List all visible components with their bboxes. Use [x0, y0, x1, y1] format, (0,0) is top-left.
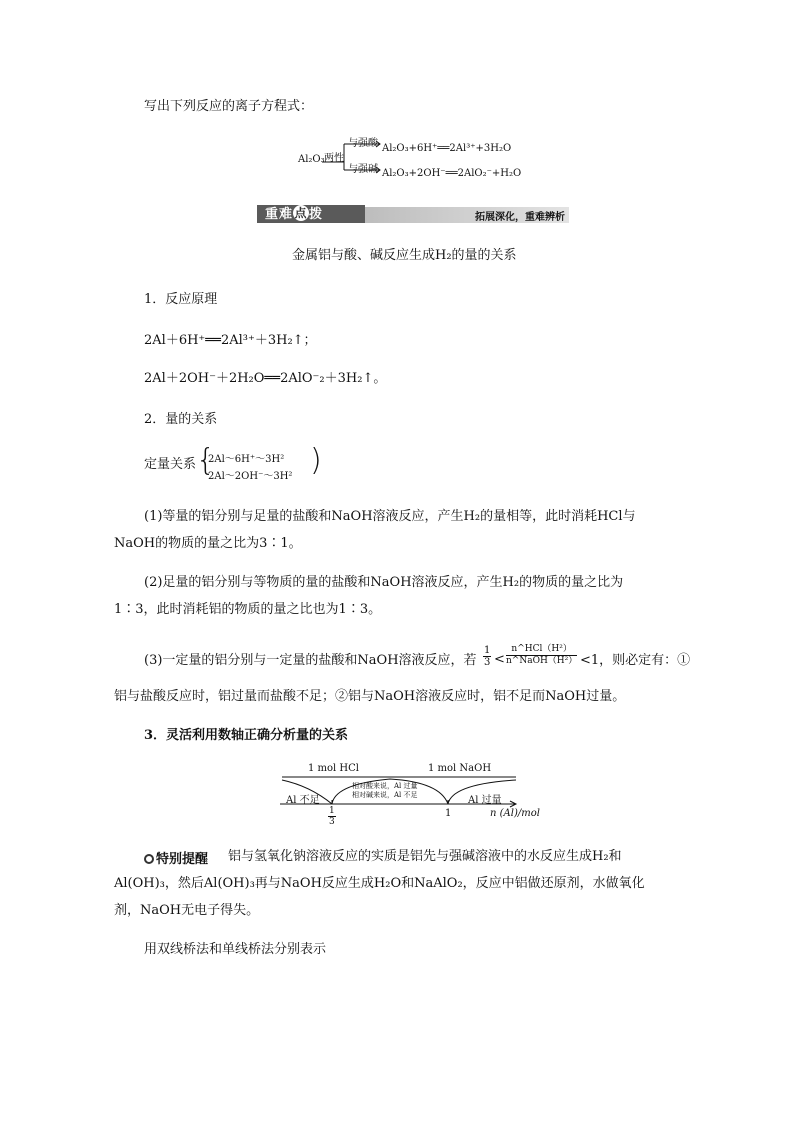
p1-line-b: NaOH的物质的量之比为3∶1。 — [114, 536, 302, 551]
p3-fraction — [483, 645, 491, 668]
tick-a-num: 1 — [329, 806, 335, 816]
region-mid-2: 相对碱来说，Al 不足 — [352, 791, 418, 799]
p3-line-b: 铝与盐酸反应时，铝过量而盐酸不足；②铝与NaOH溶液反应时，铝不足而NaOH过量。 — [114, 689, 626, 704]
tip-label-wrap — [144, 848, 208, 867]
p1-line-a: (1)等量的铝分别与足量的盐酸和NaOH溶液反应，产生H₂的量相等，此时消耗HCl与 — [144, 509, 636, 524]
quant-line2: 2Al～2OH⁻～3H² — [208, 471, 293, 482]
banner-title-b: 拨 — [309, 207, 324, 222]
p3-ratio-den: n^NaOH（H²） — [506, 656, 578, 666]
banner-hint: 拓展深化，重难辨析 — [475, 212, 565, 223]
section-heading: 金属铝与酸、碱反应生成H₂的量的关系 — [292, 248, 517, 263]
p3-frac-den: 3 — [484, 657, 491, 668]
p3-ratio — [506, 644, 577, 667]
base-equation: Al₂O₃+2OH⁻══2AlO₂⁻+H₂O — [382, 168, 522, 179]
s1-eq1: 2Al＋6H⁺══2Al³⁺＋3H₂↑； — [144, 333, 317, 348]
intro-text: 写出下列反应的离子方程式： — [144, 99, 314, 114]
key-points-banner — [257, 205, 569, 223]
quant-line1: 2Al～6H⁺～3H² — [208, 454, 285, 465]
tip-line2: Al(OH)₃，然后Al(OH)₃再与NaOH反应生成H₂O和NaAlO₂，反应中铝做还原剂，水做氧化 — [114, 876, 645, 891]
s1-title: 1．反应原理 — [144, 292, 218, 307]
acid-label: 与强酸 — [348, 138, 378, 149]
number-axis-diagram — [280, 760, 542, 830]
s3-title: 3．灵活利用数轴正确分析量的关系 — [144, 728, 349, 743]
banner-title-dot: 点 — [294, 206, 308, 220]
tick-one: 1 — [445, 808, 452, 819]
banner-title — [257, 205, 365, 223]
tip-icon — [144, 854, 154, 864]
p3-pre: (3)一定量的铝分别与一定量的盐酸和NaOH溶液反应，若 — [144, 653, 477, 668]
acid-equation: Al₂O₃+6H⁺══2Al³⁺+3H₂O — [382, 143, 512, 154]
s1-eq2: 2Al＋2OH⁻＋2H₂O══2AlO⁻₂＋3H₂↑。 — [144, 371, 387, 386]
p2-line-a: (2)足量的铝分别与等物质的量的盐酸和NaOH溶液反应，产生H₂的物质的量之比为 — [144, 575, 624, 590]
region-mid-1: 相对酸来说，Al 过量 — [352, 782, 418, 790]
amphoteric-diagram — [296, 130, 536, 182]
label-1mol-naoh: 1 mol NaOH — [428, 763, 492, 774]
al2o3-label: Al₂O₃ — [298, 154, 325, 165]
axis-label: n (Al)/mol — [490, 808, 540, 819]
region-al-excess: Al 过量 — [468, 795, 502, 806]
amphoteric-label: 两性 — [324, 153, 344, 164]
left-brace: { — [196, 443, 216, 478]
region-mid — [352, 782, 418, 800]
label-1mol-hcl: 1 mol HCl — [308, 763, 359, 774]
right-paren: ) — [310, 443, 322, 478]
p3-post: <1，则必定有：① — [580, 653, 691, 668]
p3-ratio-num: n^HCl（H²） — [506, 644, 577, 656]
tip-line3: 剂，NaOH无电子得失。 — [114, 903, 260, 918]
base-label: 与强碱 — [348, 164, 378, 175]
p3-frac-num: 1 — [484, 645, 491, 656]
quant-label: 定量关系 — [144, 457, 197, 472]
region-al-insufficient: Al 不足 — [286, 795, 320, 806]
tip-line1: 铝与氢氧化钠溶液反应的实质是铝先与强碱溶液中的水反应生成H₂和 — [228, 849, 622, 864]
tick-one-third — [328, 806, 336, 827]
p3-lt: < — [494, 652, 505, 667]
tip-label: 特别提醒 — [156, 852, 209, 867]
tick-a-den: 3 — [329, 817, 335, 827]
last-line: 用双线桥法和单线桥法分别表示 — [144, 942, 327, 957]
banner-title-a: 重难 — [265, 207, 294, 222]
s2-title: 2．量的关系 — [144, 412, 218, 427]
p2-line-b: 1∶3，此时消耗铝的物质的量之比也为1∶3。 — [114, 602, 382, 617]
